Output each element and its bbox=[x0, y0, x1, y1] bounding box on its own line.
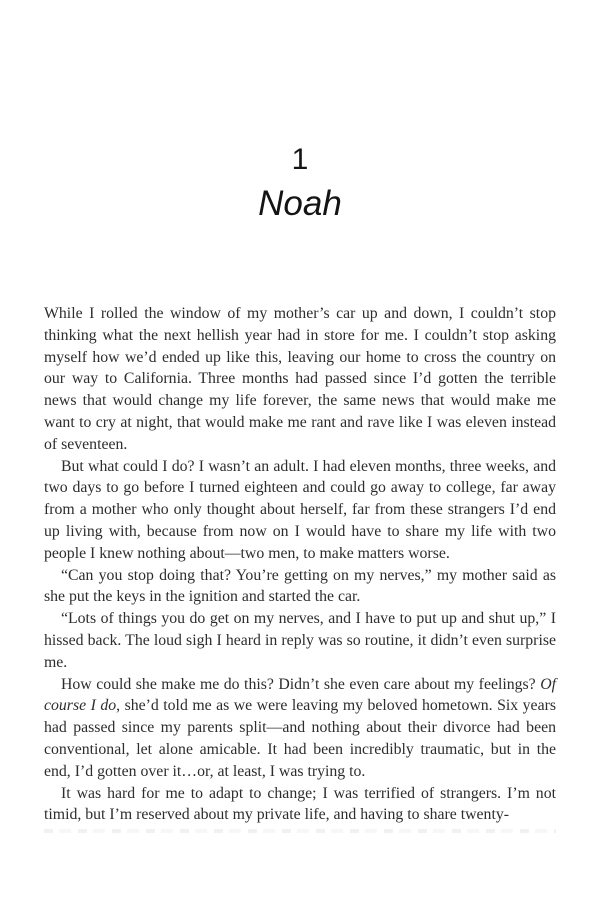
paragraph bbox=[44, 608, 556, 673]
text-run: While I rolled the window of my mother’s car up and down, I couldn’t stop thinking what the next hellish year had in store for me. I couldn’t stop asking myself how we’d ended up like this, leaving our home to cross the country on our way to California. Three months had passed since I’d gotten the terrible news that would change my life forever, the same news that would make me want to cry at night, that would make me rant and rave like I was eleven instead of seventeen. bbox=[44, 305, 556, 453]
italic-text-run: Of course I do bbox=[44, 675, 556, 715]
text-run: , she’d told me as we were leaving my beloved hometown. Six years had passed since my parents split—and nothing about their divorce had been conventional, let alone amicable. It had been incredibly traumatic, but in the end, I’d gotten over it…or, at least, I was trying to. bbox=[44, 697, 556, 780]
paragraph bbox=[44, 783, 556, 827]
paragraph bbox=[44, 303, 556, 456]
text-run: It was hard for me to adapt to change; I was terrified of strangers. I’m not timid, but I’m reserved about my private life, and having to share twenty- bbox=[44, 784, 556, 824]
text-run: “Can you stop doing that? You’re getting on my nerves,” my mother said as she put the keys in the ignition and started the car. bbox=[44, 566, 556, 606]
paragraph bbox=[44, 456, 556, 565]
text-run: How could she make me do this? Didn’t she even care about my feelings? bbox=[61, 675, 541, 693]
chapter-title: Noah bbox=[258, 184, 342, 223]
text-run: “Lots of things you do get on my nerves, and I have to put up and shut up,” I hissed back. The loud sigh I heard in reply was so routine, it didn’t even surprise me. bbox=[44, 610, 556, 671]
paragraph bbox=[44, 674, 556, 783]
chapter-number: 1 bbox=[291, 143, 309, 176]
body-text bbox=[44, 303, 556, 826]
paragraph bbox=[44, 565, 556, 609]
clipped-next-line bbox=[44, 829, 556, 833]
text-run: But what could I do? I wasn’t an adult. I had eleven months, three weeks, and two days to go before I turned eighteen and could go away to college, far away from a mother who only thought about herself, far from these strangers I’d end up living with, because from now on I would have to share my life with two people I knew nothing about—two men, to make matters worse. bbox=[44, 457, 556, 562]
